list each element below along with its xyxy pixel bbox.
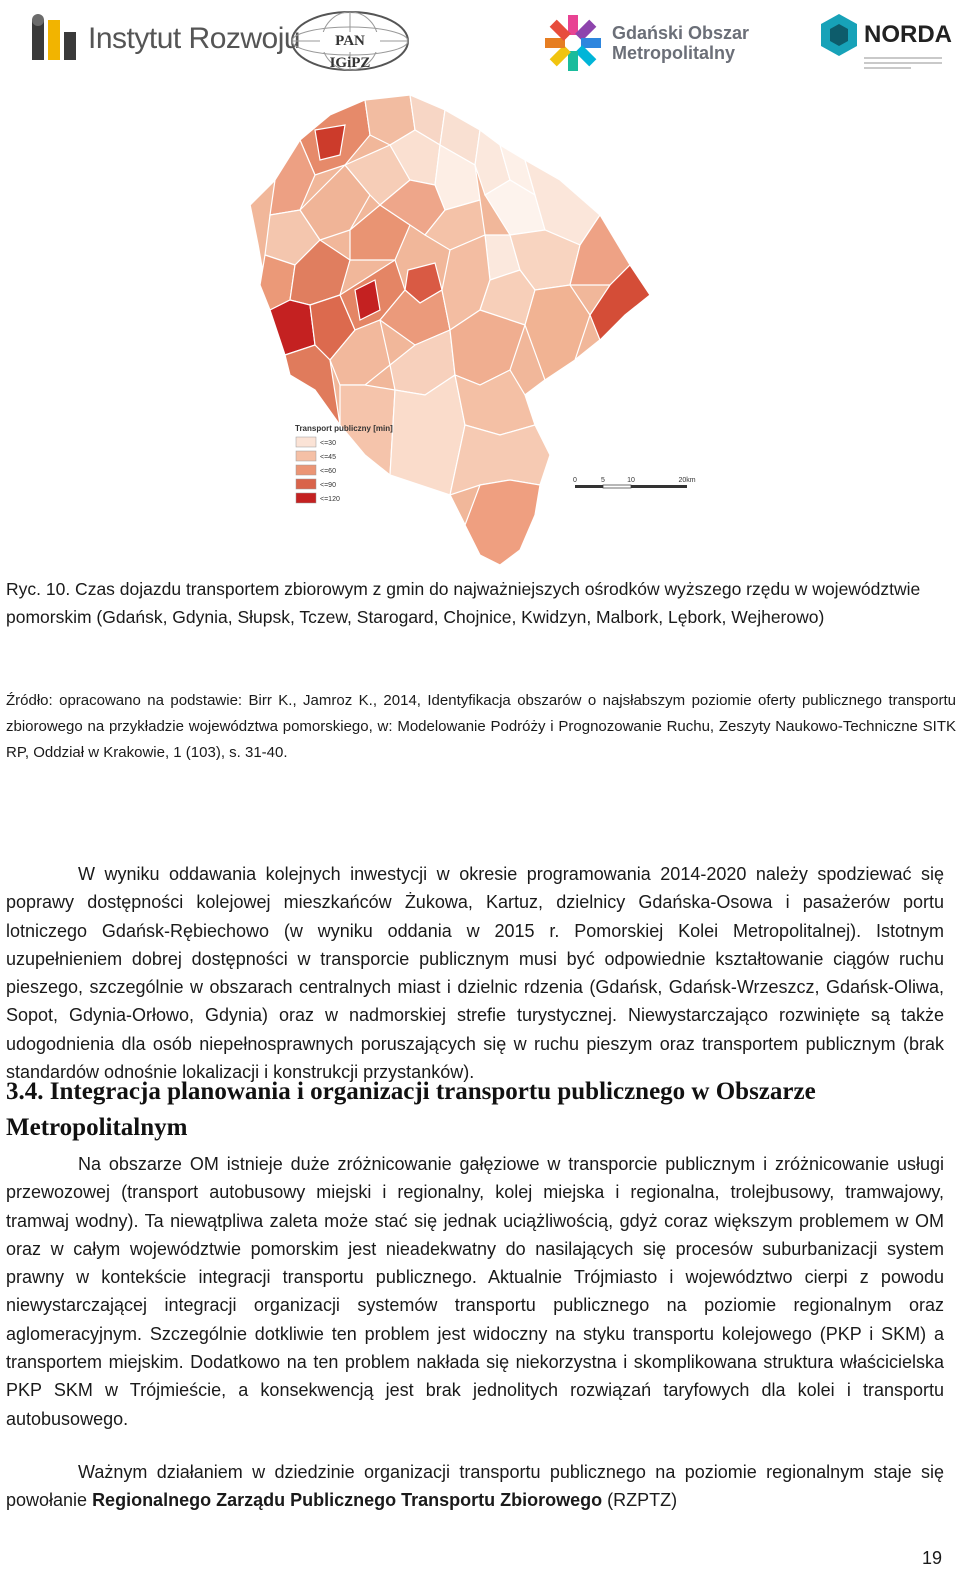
instytut-rozwoju-logo [30, 14, 300, 64]
legend-swatch [296, 437, 316, 447]
legend-label: <=60 [320, 468, 336, 475]
municipality [315, 125, 345, 160]
figure-source: Źródło: opracowano na podstawie: Birr K., Jamroz K., 2014, Identyfikacja obszarów o najsłabszym poziomie oferty publicznego transportu zbiorowego na przykładzie województwa pomorskiego, w: Modelowanie Podróży i Prognozowanie Ruchu, Zeszyty Naukowo-Techniczne SITK RP, Oddział w Krakowie, 1 (103), s. 31-40. [6, 692, 956, 761]
paragraph-3-bold: Regionalnego Zarządu Publicznego Transportu Zbiorowego [92, 1490, 603, 1511]
paragraph-1 [6, 860, 944, 1086]
legend-swatch [296, 465, 316, 475]
gom-star-icon [542, 12, 604, 74]
norda-hexagon-icon [818, 12, 860, 58]
map-figure [180, 85, 720, 575]
gom-text-line2: Metropolitalny [612, 43, 736, 63]
paragraph-2-text: Na obszarze OM istnieje duże zróżnicowanie gałęziowe w transporcie publicznym i zróżnicowanie usługi przewozowej (transport autobusowy miejski i regionalny, kolej miejska i regionalna, trolejbusowy, tramwajowy, tramwaj wodny). Ta niewątpliwa zaleta może stać się jednak uciążliwością, gdyż coraz większym problemem w OM oraz w całym województwie pomorskim jest nieadekwatny do nasilających się procesów suburbanizacji system prawny w kontekście integracji transportu publicznego. Aktualnie Trójmiasto i województwo cierpi z powodu niewystarczającej integracji organizacji systemów transportu publicznego na poziomie regionalnym oraz aglomeracyjnym. Szczególnie dotkliwie ten problem jest widoczny na styku transportu kolejowego (PKP i SKM) a transportem miejskim. Dodatkowo na ten problem nakłada się niekorzystna i skomplikowana struktura właścicielska PKP SKM w Trójmieście, a konsekwencją jest brak jednolitych rozwiązań taryfowych dla kolei i transportu autobusowego. [6, 1154, 944, 1429]
scale-label: 5 [601, 477, 605, 484]
legend-swatch [296, 451, 316, 461]
legend-label: <=120 [320, 496, 340, 503]
scale-label: 10 [627, 477, 635, 484]
gom-text-line1: Gdański Obszar [612, 23, 750, 43]
section-heading: 3.4. Integracja planowania i organizacji transportu publicznego w Obszarze Metropolitalnym [6, 1078, 816, 1141]
instytut-rozwoju-text: Instytut Rozwoju [88, 22, 301, 55]
gdanski-obszar-metropolitalny-logo [542, 12, 749, 74]
scale-label: 20km [678, 477, 696, 484]
paragraph-1-text: W wyniku oddawania kolejnych inwestycji w okresie programowania 2014-2020 należy spodziewać się poprawy dostępności kolejowej mieszkańców Żukowa, Kartuz, dzielnicy Gdańska-Osowa i pasażerów portu lotniczego Gdańsk-Rębiechowo (w wyniku oddania w 2015 r. Pomorskiej Kolei Metropolitalnej). Istotnym uzupełnieniem dobrej dostępności w transporcie publicznym musi być odpowiednie kształtowanie ciągów ruchu pieszego, szczególnie w obszarach centralnych miast i dzielnic rdzenia (Gdańsk, Gdańsk-Wrzeszcz, Gdańsk-Oliwa, Sopot, Gdynia-Orłowo, Gdynia) oraz w nadmorskiej strefie turystycznej. Niewystarczająco rozwinięte są także udogodnienia dla osób niepełnosprawnych poruszających się w ruchu pieszym oraz transportem publicznym (brak standardów odnośnie lokalizacji i konstrukcji przystanków). [6, 864, 944, 1083]
page-number: 19 [921, 1548, 942, 1568]
paragraph-2 [6, 1150, 944, 1433]
paragraph-3-end: (RZPTZ) [602, 1490, 678, 1511]
paragraph-3-start: Ważnym działaniem w dziedzinie organizacji transportu publicznego na poziomie regionalnym staje się powołanie [6, 1462, 944, 1511]
norda-text: NORDA [864, 21, 952, 48]
pan-igipz-logo [290, 10, 410, 72]
legend-label: <=45 [320, 454, 336, 461]
norda-logo [818, 12, 952, 58]
paragraph-3 [6, 1458, 944, 1515]
choropleth-map [180, 85, 720, 575]
legend-label: <=90 [320, 482, 336, 489]
scale-bar [573, 477, 696, 488]
legend-swatch [296, 479, 316, 489]
figure-caption: Ryc. 10. Czas dojazdu transportem zbiorowym z gmin do najważniejszych ośrodków wyższego rzędu w województwie pomorskim (Gdańsk, Gdynia, Słupsk, Tczew, Starogard, Chojnice, Kwidzyn, Malbork, Lębork, Wejherowo) [6, 579, 921, 627]
norda-tagline [864, 54, 942, 70]
legend-title: Transport publiczny [min] [295, 424, 393, 433]
legend-label: <=30 [320, 440, 336, 447]
page-header [0, 0, 960, 90]
legend-swatch [296, 493, 316, 503]
pan-igipz-text: PAN IGiPZ [329, 33, 371, 71]
instytut-rozwoju-mark-icon [30, 14, 80, 64]
scale-label: 0 [573, 477, 577, 484]
